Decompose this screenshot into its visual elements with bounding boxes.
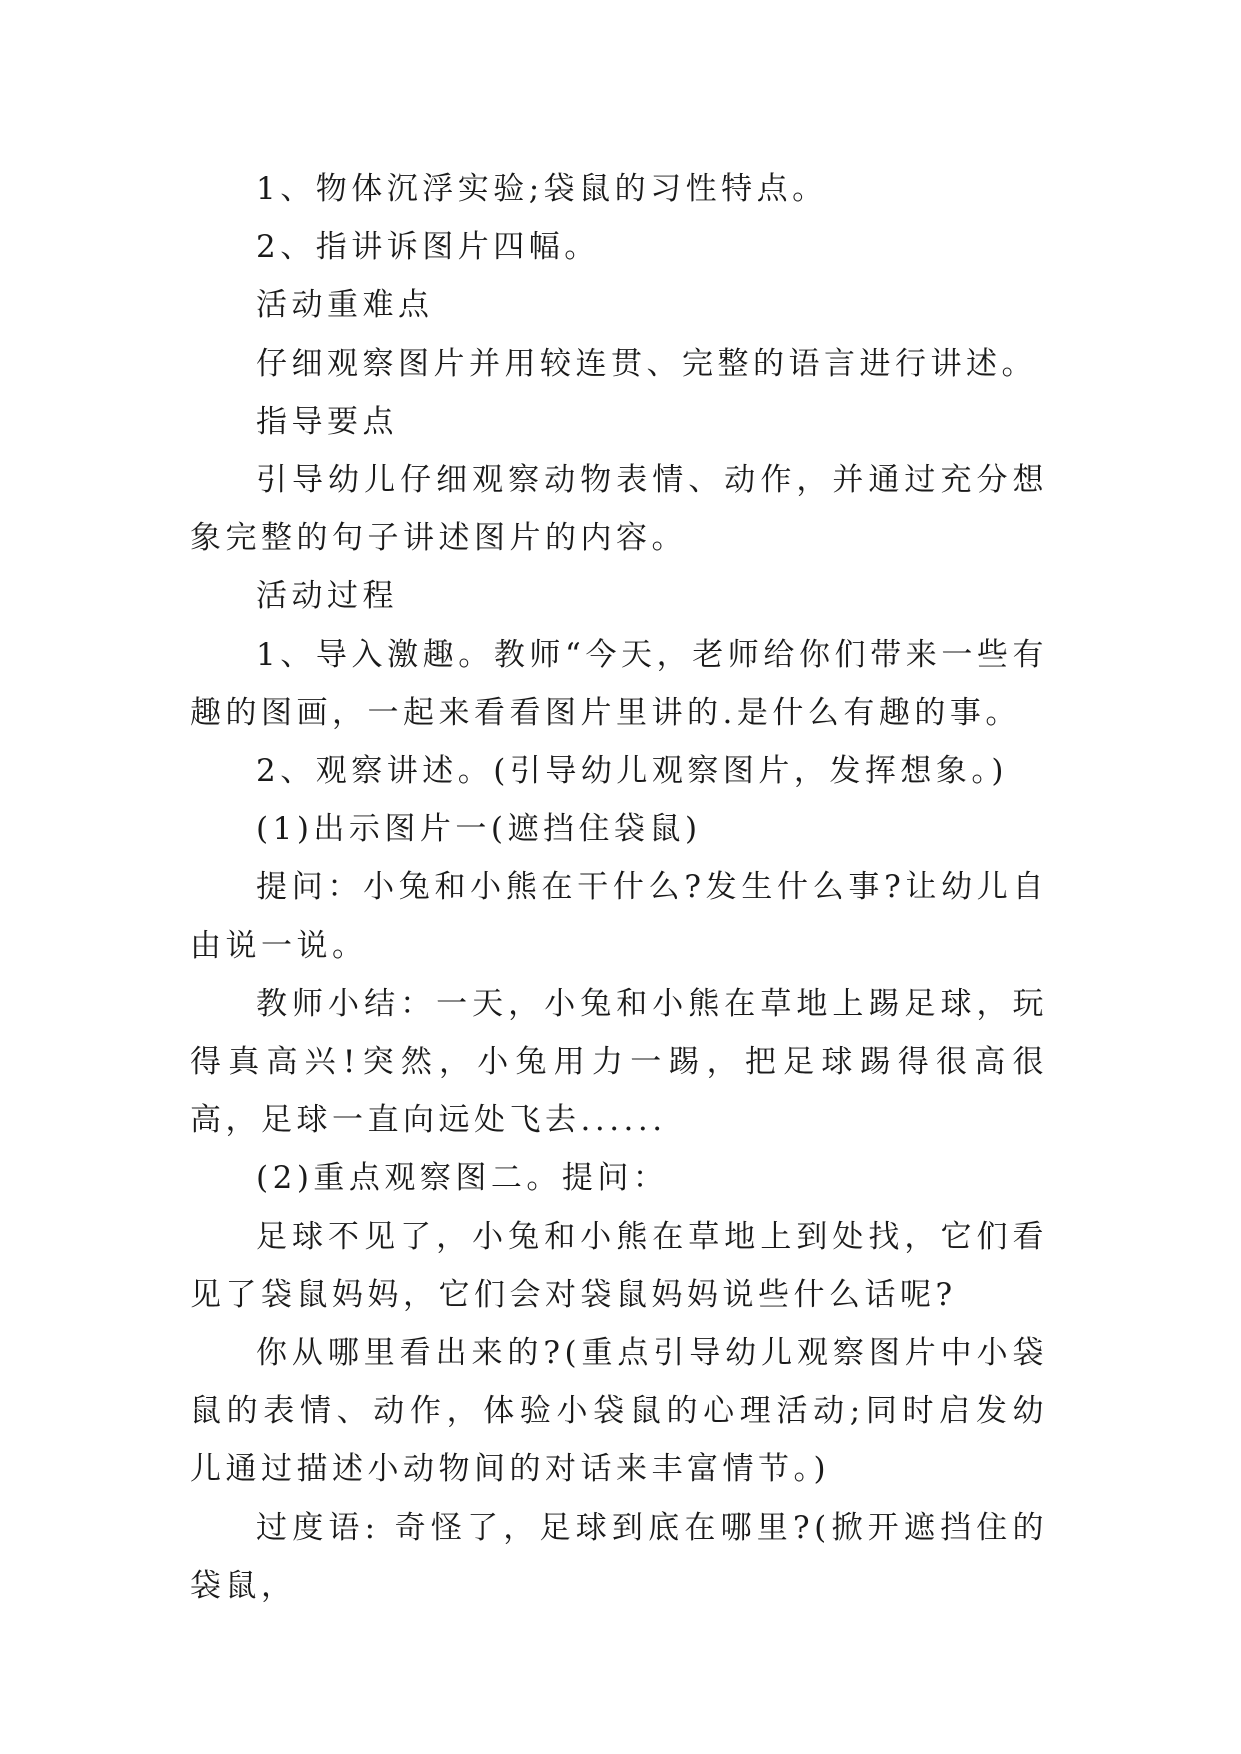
paragraph-guidance-points: 引导幼儿仔细观察动物表情、动作，并通过充分想象完整的句子讲述图片的内容。	[190, 462, 1048, 557]
paragraph-teacher-summary: 教师小结：一天，小兔和小熊在草地上踢足球，玩得真高兴!突然，小兔用力一踢，把足球踢得很高很高，足球一直向远处飞去......	[190, 985, 1048, 1139]
paragraph-guided-observation: 你从哪里看出来的?(重点引导幼儿观察图片中小袋鼠的表情、动作，体验小袋鼠的心理活动;同时启发幼儿通过描述小动物间的对话来丰富情节。)	[190, 1335, 1048, 1488]
paragraph-prep-materials: 1、物体沉浮实验;袋鼠的习性特点。	[256, 171, 828, 207]
paragraph-transition: 过度语: 奇怪了，足球到底在哪里?(掀开遮挡住的袋鼠，	[190, 1509, 1048, 1604]
heading-activity-process: 活动过程	[256, 578, 398, 615]
paragraph-ball-missing: 足球不见了，小兔和小熊在草地上到处找，它们看见了袋鼠妈妈，它们会对袋鼠妈妈说些什么话呢?	[190, 1218, 1048, 1313]
heading-guidance-points: 指导要点	[256, 403, 398, 440]
paragraph-key-difficulties: 仔细观察图片并用较连贯、完整的语言进行讲述。	[256, 345, 1037, 382]
heading-key-difficulties: 活动重难点	[256, 287, 434, 324]
paragraph-prep-pictures: 2、指讲诉图片四幅。	[256, 229, 600, 266]
document-body	[190, 160, 1048, 1615]
paragraph-picture-one: (1)出示图片一(遮挡住袋鼠)	[256, 811, 702, 848]
paragraph-picture-two: (2)重点观察图二。提问：	[256, 1160, 669, 1197]
paragraph-step-intro: 1、导入激趣。教师“今天，老师给你们带来一些有趣的图画，一起来看看图片里讲的.是什么有趣的事。	[190, 636, 1048, 731]
paragraph-step-observe: 2、观察讲述。(引导幼儿观察图片，发挥想象。)	[256, 753, 1008, 790]
paragraph-question-one: 提问：小兔和小熊在干什么?发生什么事?让幼儿自由说一说。	[190, 869, 1048, 964]
